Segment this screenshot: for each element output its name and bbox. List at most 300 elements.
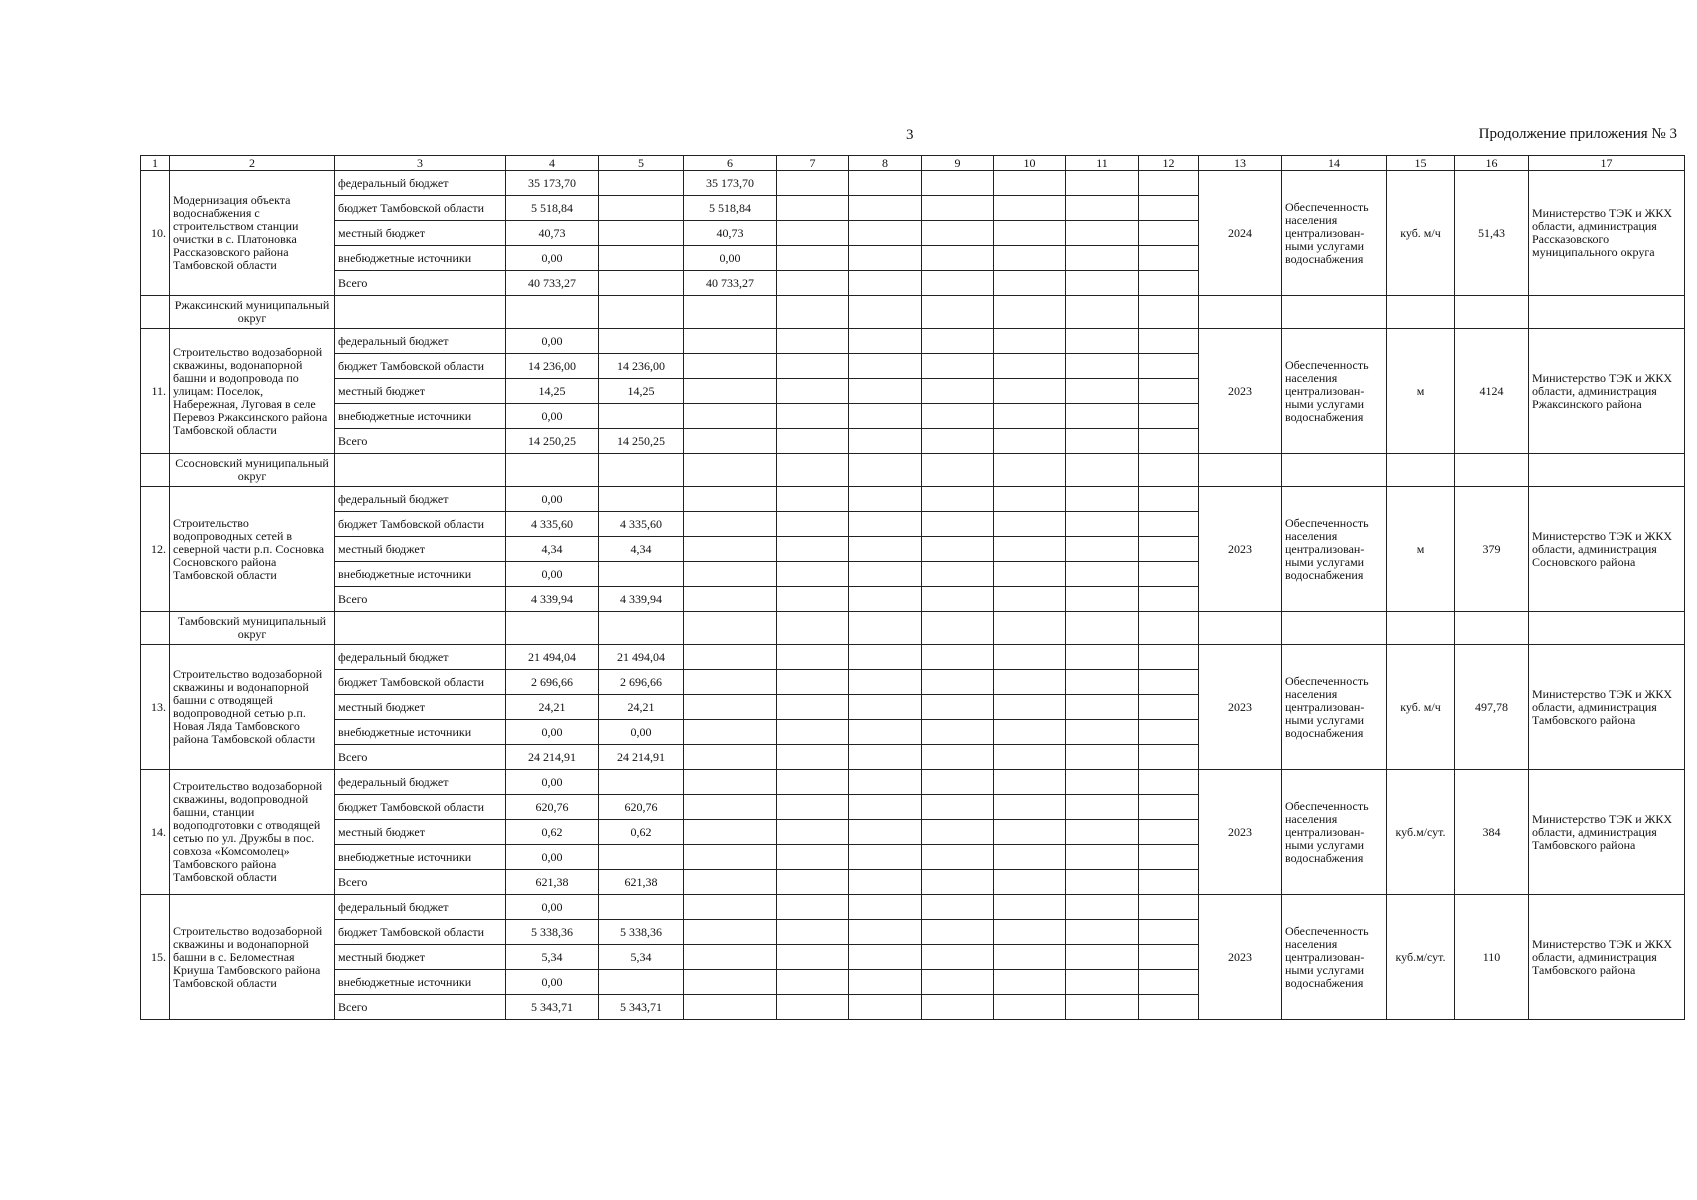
empty-cell (1199, 454, 1282, 487)
empty-cell (922, 820, 994, 845)
empty-cell (1387, 296, 1455, 329)
empty-cell (922, 745, 994, 770)
amount-total: 2 696,66 (506, 670, 599, 695)
indicator-value: 384 (1455, 770, 1529, 895)
empty-cell (777, 512, 849, 537)
amount-2023: 4 339,94 (599, 587, 684, 612)
amount-2023 (599, 895, 684, 920)
empty-cell (922, 870, 994, 895)
funding-source: местный бюджет (335, 945, 506, 970)
amount-2024 (684, 404, 777, 429)
funding-source: внебюджетные источники (335, 720, 506, 745)
col-header: 7 (777, 156, 849, 171)
empty-cell (1066, 354, 1139, 379)
empty-cell (1139, 870, 1199, 895)
empty-cell (922, 562, 994, 587)
empty-cell (849, 329, 922, 354)
empty-cell (849, 404, 922, 429)
responsible-party: Министерство ТЭК и ЖКХ области, администрация Сосновского района (1529, 487, 1685, 612)
amount-total: 620,76 (506, 795, 599, 820)
empty-cell (1139, 454, 1199, 487)
responsible-party: Министерство ТЭК и ЖКХ области, администрация Тамбовского района (1529, 895, 1685, 1020)
empty-cell (777, 970, 849, 995)
funding-source: федеральный бюджет (335, 171, 506, 196)
empty-cell (777, 720, 849, 745)
empty-cell (777, 429, 849, 454)
table-row (141, 895, 1685, 920)
amount-2024 (684, 487, 777, 512)
empty-cell (1066, 820, 1139, 845)
table-row (141, 645, 1685, 670)
amount-2023 (599, 770, 684, 795)
amount-2024: 0,00 (684, 246, 777, 271)
empty-cell (1139, 795, 1199, 820)
empty-cell (1066, 645, 1139, 670)
empty-cell (777, 820, 849, 845)
empty-cell (1066, 271, 1139, 296)
amount-2023: 24 214,91 (599, 745, 684, 770)
responsible-party: Министерство ТЭК и ЖКХ области, администрация Тамбовского района (1529, 770, 1685, 895)
empty-cell (1066, 196, 1139, 221)
empty-cell (1066, 845, 1139, 870)
funding-source: федеральный бюджет (335, 487, 506, 512)
col-header: 13 (1199, 156, 1282, 171)
empty-cell (1139, 271, 1199, 296)
empty-cell (1066, 745, 1139, 770)
empty-cell (1066, 512, 1139, 537)
unit: куб.м/сут. (1387, 770, 1455, 895)
amount-2024 (684, 770, 777, 795)
empty-cell (922, 670, 994, 695)
empty-cell (777, 329, 849, 354)
funding-source: Всего (335, 995, 506, 1020)
empty-cell (684, 454, 777, 487)
col-header: 11 (1066, 156, 1139, 171)
empty-cell (777, 845, 849, 870)
empty-cell (1529, 454, 1685, 487)
amount-total: 0,00 (506, 845, 599, 870)
empty-cell (1282, 612, 1387, 645)
empty-cell (849, 379, 922, 404)
amount-total: 21 494,04 (506, 645, 599, 670)
district-name: Ржаксинский муниципальный округ (170, 296, 335, 329)
empty-cell (777, 354, 849, 379)
empty-cell (777, 404, 849, 429)
empty-cell (994, 354, 1066, 379)
funding-source: бюджет Тамбовской области (335, 920, 506, 945)
empty-cell (1139, 537, 1199, 562)
funding-source: местный бюджет (335, 820, 506, 845)
empty-cell (849, 246, 922, 271)
empty-cell (335, 296, 506, 329)
funding-source: Всего (335, 271, 506, 296)
unit: куб. м/ч (1387, 171, 1455, 296)
empty-cell (1066, 720, 1139, 745)
amount-total: 4 339,94 (506, 587, 599, 612)
empty-cell (777, 196, 849, 221)
empty-cell (1455, 454, 1529, 487)
district-row (141, 612, 1685, 645)
amount-2023: 620,76 (599, 795, 684, 820)
amount-2023: 14,25 (599, 379, 684, 404)
empty-cell (1282, 296, 1387, 329)
empty-cell (1139, 845, 1199, 870)
amount-2023 (599, 171, 684, 196)
amount-total: 4 335,60 (506, 512, 599, 537)
empty-cell (849, 945, 922, 970)
amount-total: 5 338,36 (506, 920, 599, 945)
amount-2024 (684, 995, 777, 1020)
empty-cell (994, 512, 1066, 537)
funding-source: бюджет Тамбовской области (335, 196, 506, 221)
empty-cell (777, 221, 849, 246)
funding-source: Всего (335, 587, 506, 612)
funding-source: внебюджетные источники (335, 562, 506, 587)
amount-total: 24 214,91 (506, 745, 599, 770)
empty-cell (922, 329, 994, 354)
col-header: 16 (1455, 156, 1529, 171)
empty-cell (1066, 920, 1139, 945)
empty-cell (922, 296, 994, 329)
empty-cell (1066, 562, 1139, 587)
empty-cell (1139, 670, 1199, 695)
amount-2023: 14 250,25 (599, 429, 684, 454)
empty-cell (1139, 970, 1199, 995)
amount-2024 (684, 379, 777, 404)
empty-cell (994, 329, 1066, 354)
empty-cell (141, 454, 170, 487)
funding-source: внебюджетные источники (335, 970, 506, 995)
empty-cell (994, 171, 1066, 196)
amount-2024 (684, 795, 777, 820)
empty-cell (922, 171, 994, 196)
district-row (141, 296, 1685, 329)
amount-2024: 40 733,27 (684, 271, 777, 296)
empty-cell (849, 870, 922, 895)
empty-cell (1139, 820, 1199, 845)
empty-cell (849, 271, 922, 296)
empty-cell (1139, 171, 1199, 196)
empty-cell (849, 820, 922, 845)
empty-cell (777, 745, 849, 770)
empty-cell (849, 512, 922, 537)
table-row (141, 171, 1685, 196)
empty-cell (777, 246, 849, 271)
amount-2023 (599, 196, 684, 221)
empty-cell (1139, 695, 1199, 720)
empty-cell (1139, 995, 1199, 1020)
empty-cell (1139, 512, 1199, 537)
amount-total: 0,00 (506, 770, 599, 795)
amount-total: 0,00 (506, 246, 599, 271)
empty-cell (599, 454, 684, 487)
object-name: Строительство водозаборной скважины и водонапорной башни с отводящей водопроводной сетью р.п. Новая Ляда Тамбовского района Тамбовской области (170, 645, 335, 770)
amount-2024 (684, 720, 777, 745)
empty-cell (777, 795, 849, 820)
amount-2023: 4,34 (599, 537, 684, 562)
amount-2024: 40,73 (684, 221, 777, 246)
empty-cell (777, 870, 849, 895)
item-number: 11. (141, 329, 170, 454)
object-name: Модернизация объекта водоснабжения с строительством станции очистки в с. Платоновка Рассказовского района Тамбовской области (170, 171, 335, 296)
completion-year: 2023 (1199, 895, 1282, 1020)
funding-source: местный бюджет (335, 221, 506, 246)
unit: м (1387, 487, 1455, 612)
amount-total: 40 733,27 (506, 271, 599, 296)
appendix-caption: Продолжение приложения № 3 (1478, 126, 1677, 142)
empty-cell (777, 695, 849, 720)
empty-cell (994, 487, 1066, 512)
completion-year: 2023 (1199, 645, 1282, 770)
empty-cell (141, 612, 170, 645)
amount-2024 (684, 870, 777, 895)
amount-2024: 35 173,70 (684, 171, 777, 196)
empty-cell (1139, 354, 1199, 379)
empty-cell (1066, 945, 1139, 970)
unit: м (1387, 329, 1455, 454)
funding-source: Всего (335, 429, 506, 454)
empty-cell (1139, 329, 1199, 354)
result-indicator: Обеспеченность населения централизован-ными услугами водоснабжения (1282, 770, 1387, 895)
empty-cell (1139, 945, 1199, 970)
amount-2023: 0,62 (599, 820, 684, 845)
empty-cell (994, 745, 1066, 770)
empty-cell (684, 296, 777, 329)
empty-cell (1139, 895, 1199, 920)
empty-cell (849, 995, 922, 1020)
empty-cell (994, 537, 1066, 562)
amount-total: 14,25 (506, 379, 599, 404)
amount-total: 0,00 (506, 895, 599, 920)
amount-2023: 0,00 (599, 720, 684, 745)
empty-cell (777, 670, 849, 695)
amount-2023 (599, 845, 684, 870)
empty-cell (849, 670, 922, 695)
amount-total: 0,62 (506, 820, 599, 845)
amount-total: 0,00 (506, 487, 599, 512)
amount-total: 35 173,70 (506, 171, 599, 196)
empty-cell (1066, 487, 1139, 512)
funding-source: федеральный бюджет (335, 895, 506, 920)
amount-total: 0,00 (506, 720, 599, 745)
empty-cell (922, 429, 994, 454)
amount-total: 5 518,84 (506, 196, 599, 221)
empty-cell (922, 246, 994, 271)
empty-cell (1066, 895, 1139, 920)
empty-cell (994, 296, 1066, 329)
empty-cell (1066, 612, 1139, 645)
amount-2023 (599, 487, 684, 512)
empty-cell (1455, 296, 1529, 329)
funding-table (140, 155, 1685, 1020)
empty-cell (1139, 612, 1199, 645)
col-header: 12 (1139, 156, 1199, 171)
empty-cell (1066, 995, 1139, 1020)
empty-cell (1139, 296, 1199, 329)
empty-cell (994, 454, 1066, 487)
empty-cell (599, 296, 684, 329)
empty-cell (849, 920, 922, 945)
empty-cell (849, 296, 922, 329)
col-header: 17 (1529, 156, 1685, 171)
indicator-value: 4124 (1455, 329, 1529, 454)
empty-cell (922, 920, 994, 945)
empty-cell (994, 670, 1066, 695)
empty-cell (1066, 379, 1139, 404)
empty-cell (994, 845, 1066, 870)
item-number: 14. (141, 770, 170, 895)
empty-cell (922, 196, 994, 221)
amount-total: 4,34 (506, 537, 599, 562)
indicator-value: 497,78 (1455, 645, 1529, 770)
amount-2024 (684, 429, 777, 454)
empty-cell (506, 454, 599, 487)
empty-cell (1139, 196, 1199, 221)
empty-cell (994, 820, 1066, 845)
col-header: 9 (922, 156, 994, 171)
empty-cell (1066, 246, 1139, 271)
amount-2024 (684, 845, 777, 870)
empty-cell (849, 429, 922, 454)
object-name: Строительство водозаборной скважины, водопроводной башни, станции водоподготовки с отводящей сетью по ул. Дружбы в пос. совхоза «Комсомолец» Тамбовского района Тамбовской области (170, 770, 335, 895)
completion-year: 2024 (1199, 171, 1282, 296)
funding-source: бюджет Тамбовской области (335, 512, 506, 537)
empty-cell (922, 845, 994, 870)
empty-cell (849, 354, 922, 379)
empty-cell (994, 720, 1066, 745)
empty-cell (922, 770, 994, 795)
empty-cell (849, 695, 922, 720)
empty-cell (777, 487, 849, 512)
empty-cell (1066, 770, 1139, 795)
amount-total: 14 236,00 (506, 354, 599, 379)
completion-year: 2023 (1199, 329, 1282, 454)
empty-cell (1139, 920, 1199, 945)
empty-cell (849, 795, 922, 820)
empty-cell (849, 770, 922, 795)
empty-cell (777, 587, 849, 612)
empty-cell (994, 379, 1066, 404)
amount-total: 5 343,71 (506, 995, 599, 1020)
item-number: 13. (141, 645, 170, 770)
col-header: 14 (1282, 156, 1387, 171)
empty-cell (849, 720, 922, 745)
empty-cell (922, 454, 994, 487)
empty-cell (994, 770, 1066, 795)
col-header: 6 (684, 156, 777, 171)
amount-2023: 621,38 (599, 870, 684, 895)
amount-2024: 5 518,84 (684, 196, 777, 221)
empty-cell (1066, 870, 1139, 895)
empty-cell (1139, 587, 1199, 612)
amount-2024 (684, 745, 777, 770)
funding-source: бюджет Тамбовской области (335, 670, 506, 695)
funding-source: местный бюджет (335, 379, 506, 404)
funding-source: внебюджетные источники (335, 404, 506, 429)
empty-cell (1387, 612, 1455, 645)
amount-2023: 4 335,60 (599, 512, 684, 537)
col-header: 5 (599, 156, 684, 171)
unit: куб. м/ч (1387, 645, 1455, 770)
result-indicator: Обеспеченность населения централизован-ными услугами водоснабжения (1282, 487, 1387, 612)
empty-cell (849, 645, 922, 670)
funding-source: Всего (335, 870, 506, 895)
funding-source: Всего (335, 745, 506, 770)
empty-cell (1066, 404, 1139, 429)
result-indicator: Обеспеченность населения централизован-ными услугами водоснабжения (1282, 895, 1387, 1020)
empty-cell (994, 404, 1066, 429)
empty-cell (994, 221, 1066, 246)
amount-2024 (684, 695, 777, 720)
empty-cell (922, 512, 994, 537)
empty-cell (777, 895, 849, 920)
empty-cell (922, 720, 994, 745)
empty-cell (849, 562, 922, 587)
amount-2023: 5,34 (599, 945, 684, 970)
empty-cell (1066, 587, 1139, 612)
empty-cell (994, 246, 1066, 271)
amount-2024 (684, 512, 777, 537)
funding-source: местный бюджет (335, 537, 506, 562)
amount-2024 (684, 895, 777, 920)
empty-cell (777, 995, 849, 1020)
empty-cell (1066, 670, 1139, 695)
empty-cell (994, 695, 1066, 720)
empty-cell (1139, 745, 1199, 770)
empty-cell (1066, 454, 1139, 487)
amount-2024 (684, 587, 777, 612)
district-name: Ссосновский муниципальный округ (170, 454, 335, 487)
amount-2023 (599, 271, 684, 296)
page-number: 3 (906, 127, 914, 143)
district-name: Тамбовский муниципальный округ (170, 612, 335, 645)
empty-cell (994, 271, 1066, 296)
amount-2024 (684, 945, 777, 970)
empty-cell (922, 645, 994, 670)
completion-year: 2023 (1199, 770, 1282, 895)
amount-2024 (684, 537, 777, 562)
amount-total: 0,00 (506, 970, 599, 995)
amount-2023: 21 494,04 (599, 645, 684, 670)
amount-2023: 2 696,66 (599, 670, 684, 695)
amount-2023 (599, 221, 684, 246)
col-header: 1 (141, 156, 170, 171)
funding-source: федеральный бюджет (335, 329, 506, 354)
empty-cell (1066, 296, 1139, 329)
empty-cell (777, 612, 849, 645)
empty-cell (849, 745, 922, 770)
col-header: 2 (170, 156, 335, 171)
empty-cell (849, 845, 922, 870)
amount-2024 (684, 820, 777, 845)
item-number: 12. (141, 487, 170, 612)
empty-cell (1139, 562, 1199, 587)
empty-cell (922, 612, 994, 645)
empty-cell (1139, 770, 1199, 795)
funding-source: федеральный бюджет (335, 645, 506, 670)
result-indicator: Обеспеченность населения централизован-ными услугами водоснабжения (1282, 645, 1387, 770)
empty-cell (1455, 612, 1529, 645)
empty-cell (994, 429, 1066, 454)
empty-cell (922, 587, 994, 612)
column-number-row (141, 156, 1685, 171)
empty-cell (922, 487, 994, 512)
empty-cell (777, 379, 849, 404)
empty-cell (506, 296, 599, 329)
empty-cell (994, 870, 1066, 895)
empty-cell (849, 537, 922, 562)
empty-cell (849, 171, 922, 196)
